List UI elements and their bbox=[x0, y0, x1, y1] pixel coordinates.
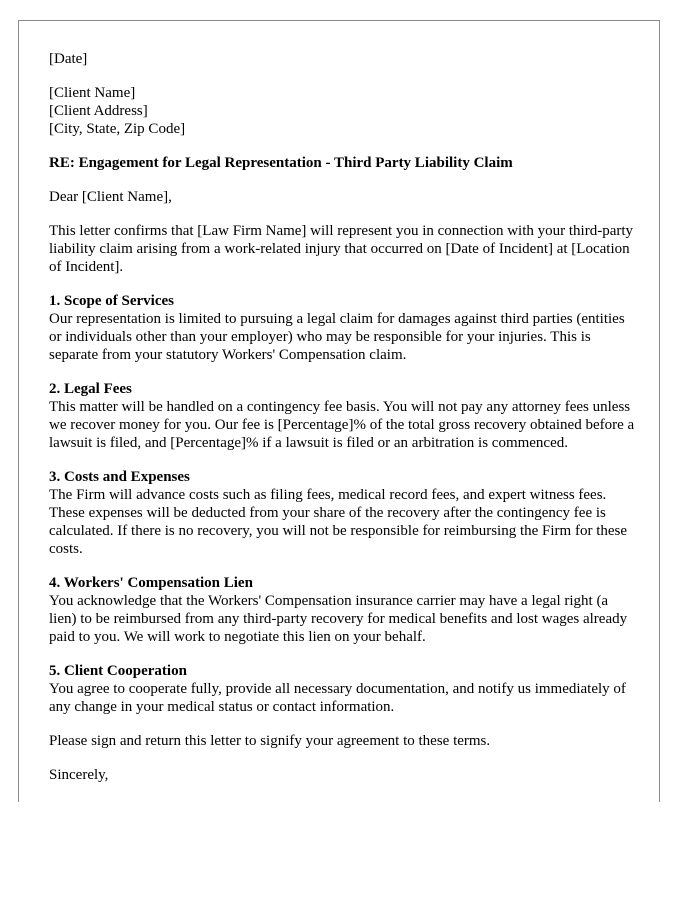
section-body: Our representation is limited to pursuing a legal claim for damages against third parties (entities or individuals other than your employer) who may be responsible for your injuries. This is separate from your statutory Workers' Compensation claim. bbox=[49, 311, 625, 363]
section-body: This matter will be handled on a contingency fee basis. You will not pay any attorney fees unless we recover money for you. Our fee is [Percentage]% of the total gross recovery obtained before a lawsuit is filed, and [Percentage]% if a lawsuit is filed or an arbitration is commenced. bbox=[49, 399, 635, 451]
letter-subject: RE: Engagement for Legal Representation - Third Party Liability Claim bbox=[49, 155, 513, 171]
section-scope-of-services bbox=[49, 292, 639, 364]
salutation: Dear [Client Name], bbox=[49, 189, 172, 205]
recipient-city-state-zip: [City, State, Zip Code] bbox=[49, 121, 186, 137]
section-body: You agree to cooperate fully, provide all necessary documentation, and notify us immediately of any change in your medical status or contact information. bbox=[49, 681, 626, 715]
section-legal-fees bbox=[49, 380, 639, 452]
recipient-address: [Client Address] bbox=[49, 103, 148, 119]
section-body: The Firm will advance costs such as filing fees, medical record fees, and expert witness fees. These expenses will be deducted from your share of the recovery after the contingency fee is calculated. If there is no recovery, you will not be responsible for reimbursing the Firm for these costs. bbox=[49, 487, 628, 557]
section-costs-and-expenses bbox=[49, 468, 639, 558]
section-workers-compensation-lien bbox=[49, 574, 639, 646]
recipient-name: [Client Name] bbox=[49, 85, 136, 101]
intro-paragraph: This letter confirms that [Law Firm Name] will represent you in connection with your third-party liability claim arising from a work-related injury that occurred on [Date of Incident] at [Location of Incident]. bbox=[49, 223, 634, 275]
closing-sincerely: Sincerely, bbox=[49, 767, 109, 783]
letter-date: [Date] bbox=[49, 51, 88, 67]
section-heading: 5. Client Cooperation bbox=[49, 663, 187, 679]
section-client-cooperation bbox=[49, 662, 639, 716]
section-heading: 4. Workers' Compensation Lien bbox=[49, 575, 253, 591]
section-body: You acknowledge that the Workers' Compensation insurance carrier may have a legal right (a lien) to be reimbursed from any third-party recovery for medical benefits and lost wages already paid to you. We will work to negotiate this lien on your behalf. bbox=[49, 593, 628, 645]
recipient-address-block bbox=[49, 84, 639, 138]
section-heading: 1. Scope of Services bbox=[49, 293, 174, 309]
section-heading: 2. Legal Fees bbox=[49, 381, 132, 397]
section-heading: 3. Costs and Expenses bbox=[49, 469, 190, 485]
letter-page bbox=[18, 20, 660, 802]
letter-content bbox=[49, 50, 639, 784]
closing-request: Please sign and return this letter to signify your agreement to these terms. bbox=[49, 733, 491, 749]
